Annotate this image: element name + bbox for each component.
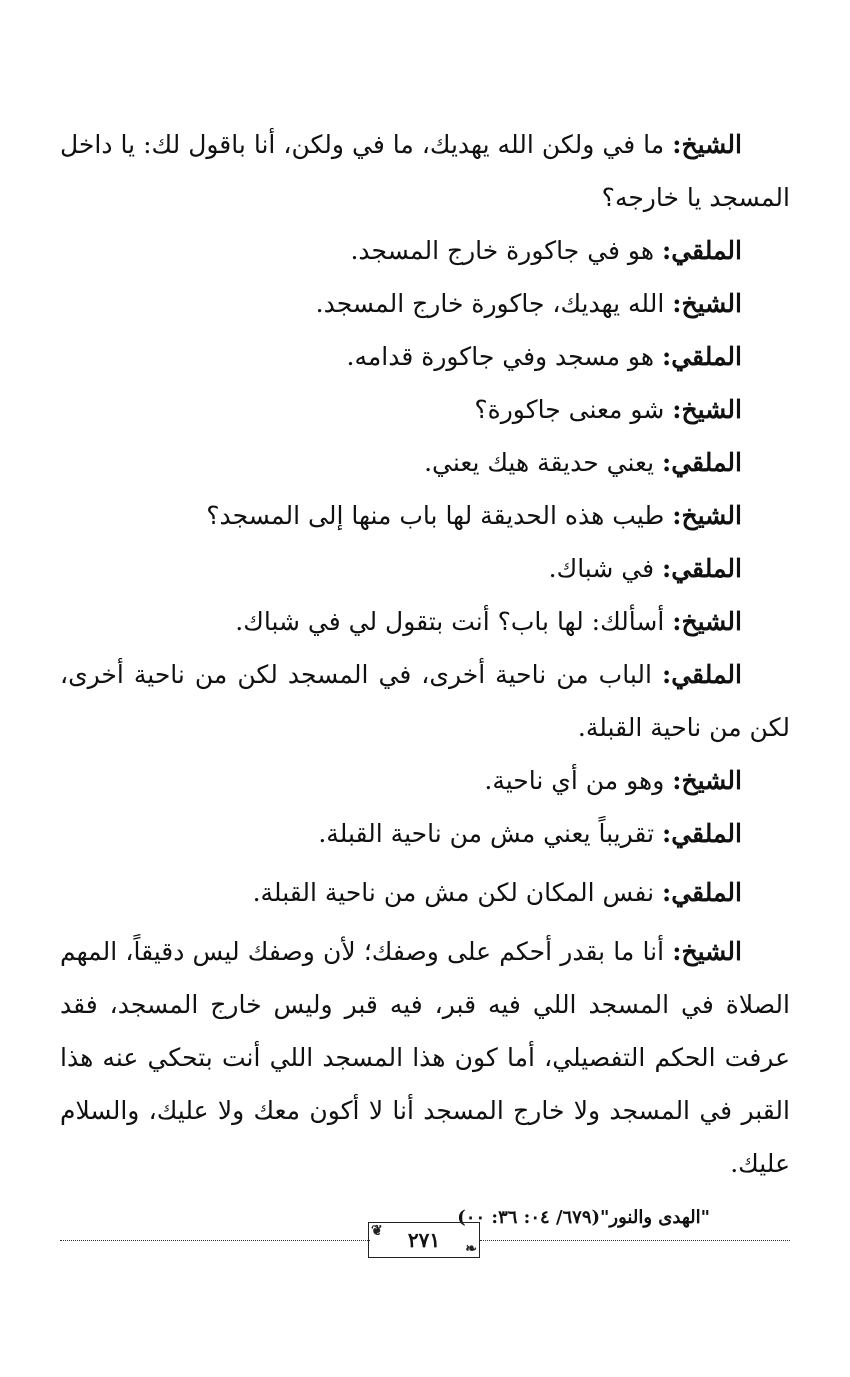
speaker-label: الملقي: xyxy=(661,342,742,371)
page-footer xyxy=(60,1222,790,1262)
dialogue-text: الباب من ناحية أخرى، في المسجد لكن من ناحية أخرى، لكن من ناحية القبلة. xyxy=(60,660,790,742)
dialogue-line xyxy=(60,118,790,224)
footer-rule-right xyxy=(480,1240,790,1241)
dialogue-line xyxy=(60,807,790,860)
dialogue-text: تقريباً يعني مش من ناحية القبلة. xyxy=(318,819,662,848)
ornament-icon: ❧ xyxy=(465,1241,477,1257)
dialogue-text: هو مسجد وفي جاكورة قدامه. xyxy=(346,342,662,371)
dialogue-line xyxy=(60,542,790,595)
dialogue-line xyxy=(60,595,790,648)
dialogue-line xyxy=(60,436,790,489)
dialogue-text: أسألك: لها باب؟ أنت بتقول لي في شباك. xyxy=(235,607,673,636)
source-citation: "الهدى والنور"(٦٧٩/ ٠٤: ٣٦: ٠٠) xyxy=(457,1207,710,1228)
speaker-label: الشيخ: xyxy=(672,607,742,636)
speaker-label: الشيخ: xyxy=(672,395,742,424)
dialogue-line xyxy=(60,383,790,436)
speaker-label: الشيخ: xyxy=(672,937,742,966)
speaker-label: الشيخ: xyxy=(672,289,742,318)
dialogue-text: يعني حديقة هيك يعني. xyxy=(424,448,662,477)
speaker-label: الملقي: xyxy=(661,660,742,689)
dialogue-line xyxy=(60,754,790,807)
dialogue-line xyxy=(60,866,790,919)
speaker-label: الشيخ: xyxy=(672,130,742,159)
speaker-label: الشيخ: xyxy=(672,501,742,530)
speaker-label: الملقي: xyxy=(661,554,742,583)
dialogue-line xyxy=(60,330,790,383)
speaker-label: الملقي: xyxy=(661,236,742,265)
page-body xyxy=(60,118,790,1238)
speaker-label: الملقي: xyxy=(661,819,742,848)
dialogue-text: الله يهديك، جاكورة خارج المسجد. xyxy=(315,289,673,318)
dialogue-text: طيب هذه الحديقة لها باب منها إلى المسجد؟ xyxy=(206,501,673,530)
dialogue-text: شو معنى جاكورة؟ xyxy=(474,395,673,424)
speaker-label: الملقي: xyxy=(661,878,742,907)
ornament-icon: ❦ xyxy=(371,1223,383,1239)
dialogue-text: نفس المكان لكن مش من ناحية القبلة. xyxy=(252,878,662,907)
dialogue-line xyxy=(60,224,790,277)
page-number: ٢٧١ xyxy=(407,1228,441,1252)
dialogue-text: في شباك. xyxy=(548,554,662,583)
dialogue-text: أنا ما بقدر أحكم على وصفك؛ لأن وصفك ليس دقيقاً، المهم الصلاة في المسجد اللي فيه قبر، فيه قبر وليس خارج المسجد، فقد عرفت الحكم التفصيلي، أما كون هذا المسجد اللي أنت بتحكي عنه هذا القبر في المسجد ولا خارج المسجد أنا لا أكون معك ولا عليك، والسلام عليك. xyxy=(60,937,790,1178)
dialogue-text: وهو من أي ناحية. xyxy=(484,766,673,795)
dialogue-line xyxy=(60,925,790,1190)
dialogue-line xyxy=(60,277,790,330)
page-number-frame xyxy=(368,1222,480,1258)
speaker-label: الشيخ: xyxy=(672,766,742,795)
dialogue-line xyxy=(60,489,790,542)
dialogue-line xyxy=(60,648,790,754)
footer-rule-left xyxy=(60,1240,370,1241)
speaker-label: الملقي: xyxy=(661,448,742,477)
dialogue-text: ما في ولكن الله يهديك، ما في ولكن، أنا باقول لك: يا داخل المسجد يا خارجه؟ xyxy=(60,130,790,212)
dialogue-text: هو في جاكورة خارج المسجد. xyxy=(350,236,662,265)
